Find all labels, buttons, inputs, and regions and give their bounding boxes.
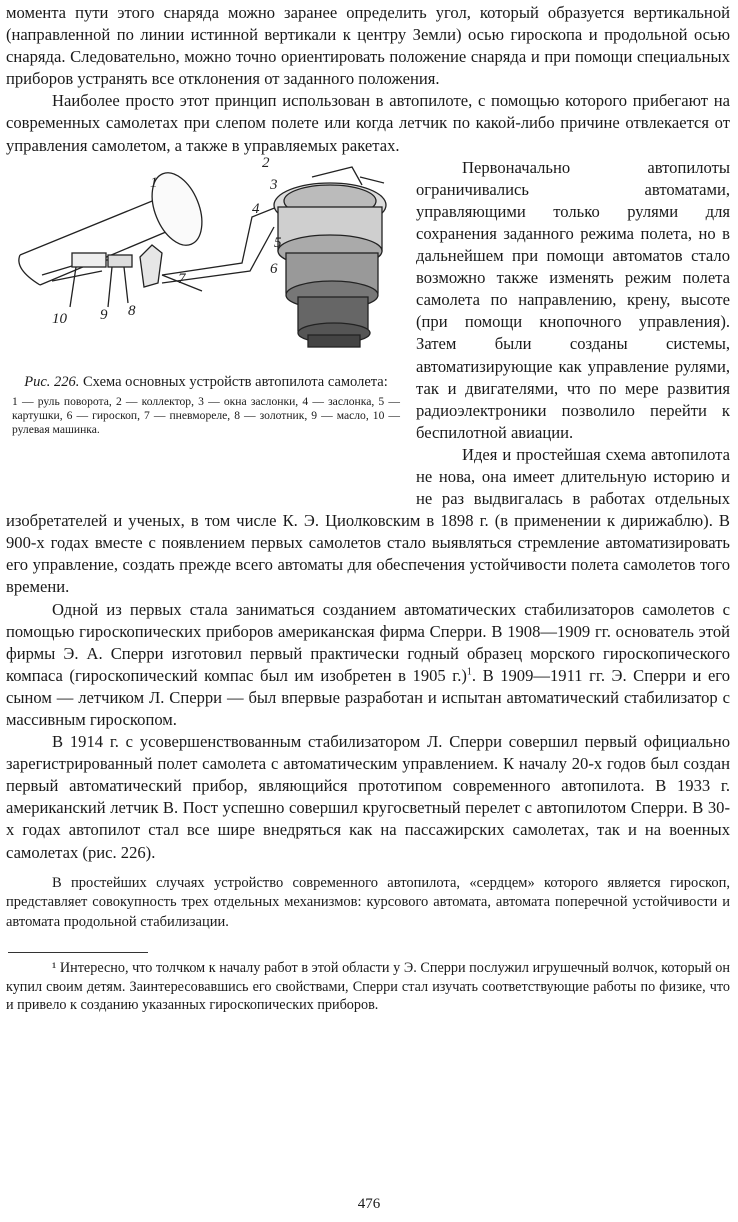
- footnote-1: ¹ Интересно, что толчком к началу работ в этой области у Э. Сперри послужил игрушечный волчок, который он купил своим детям. Заинтересовавшись его свойствами, Сперри стал изучать соответствующие работы по физике, что и привело к созданию указанных гироскопических приборов.: [6, 960, 730, 1014]
- paragraph-1: момента пути этого снаряда можно заранее определить угол, который образуется вертикальной (направленной по линии истинной вертикали к центру Земли) осью гироскопа и продольной осью снаряда. Следовательно, можно точно ориентировать положение снаряда и при помощи специальных приборов устранять все отклонения от заданного положения.: [6, 3, 730, 89]
- paragraph-5-b: . В 1909—1911 гг. Э. Сперри и его сыном — летчиком Л. Сперри — был впервые разработан и испытан автоматический стабилизатор с массивным гироскопом.: [6, 665, 730, 729]
- label-5: 5: [274, 234, 282, 251]
- paragraph-2: Наиболее просто этот принцип использован в автопилоте, с помощью которого прибегают на современных самолетах при слепом полете или когда летчик по какой-либо причине отвлекается от управления самолетом, а также в управляемых ракетах.: [6, 91, 730, 155]
- paragraph-6: В 1914 г. с усовершенствованным стабилизатором Л. Сперри совершил первый официально зарегистрированный полет самолета с автоматическим управлением. К началу 20-х годов был создан первый автоматический прибор, являющийся прототипом современного автопилота. В 1933 г. американский летчик В. Пост успешно совершил кругосветный перелет с автопилотом Сперри. В 30-х годах автопилот стал все шире внедряться как на пассажирских самолетах, так и на военных самолетах (рис. 226).: [6, 732, 730, 862]
- paragraph-3: Первоначально автопилоты ограничивались автоматами, управляющими только рулями для сохранения заданного режима полета, но в дальнейшем при помощи автоматов стало возможно также изменять режим полета самолета по направлению, крену, высоте (при помощи кнопочного управления). Затем были созданы системы, автоматизирующие как управление рулями, так и двигателями, что по мере развития радиоэлектроники позволило перейти к беспилотной авиации.: [416, 157, 730, 442]
- paragraph-2-intro: [6, 90, 730, 156]
- caption-title: [10, 373, 402, 391]
- label-3: 3: [270, 176, 278, 193]
- figure-226: [6, 157, 406, 489]
- paragraph-5: [6, 599, 730, 732]
- label-1: 1: [150, 174, 158, 191]
- footnote-ref[interactable]: 1: [466, 666, 472, 678]
- label-8: 8: [128, 302, 136, 319]
- figure-caption: [10, 373, 402, 438]
- label-6: 6: [270, 260, 278, 277]
- label-4: 4: [252, 200, 260, 217]
- label-10: 10: [52, 310, 67, 327]
- small-print-paragraph: В простейших случаях устройство современного автопилота, «сердцем» которого является гироскоп, представляет совокупность трех отдельных механизмов: курсового автомата, автомата поперечной устойчивости и автомата продольной стабилизации.: [6, 874, 730, 930]
- autopilot-schematic: [12, 157, 396, 353]
- paragraph-5-a: Одной из первых стала заниматься созданием автоматических стабилизаторов самолетов с помощью гироскопических приборов американская фирма Сперри. В 1908—1909 гг. основатель этой фирмы Э. А. Сперри изготовил первый практически годный образец морского гироскопического компаса (гироскопический компас был им изобретен в 1905 г.): [6, 599, 730, 685]
- label-2: 2: [262, 156, 270, 171]
- caption-text: Схема основных устройств автопилота самолета:: [83, 373, 388, 390]
- label-7: 7: [178, 270, 186, 287]
- paragraph-4: Идея и простейшая схема автопилота не нова, она имеет длительную историю и не раз выдвигалась в работах отдельных изобретателей и ученых, в том числе К. Э. Циолковским в 1898 г. (в применении к дирижаблю). В 900-х годах вместе с появлением первых самолетов стало выявляться стремление автоматизировать его управление, создать прежде всего автоматы для обеспечения устойчивости полета самолетов того времени.: [6, 444, 730, 597]
- footnote-divider: [8, 952, 148, 953]
- caption-legend: 1 — руль поворота, 2 — коллектор, 3 — окна заслонки, 4 — заслонка, 5 — картушки, 6 — гироскоп, 7 — пневмореле, 8 — золотник, 9 — масло, 10 — рулевая машинка.: [12, 394, 400, 437]
- caption-label: Рис. 226.: [24, 373, 80, 390]
- document-page: [6, 2, 730, 1015]
- label-9: 9: [100, 306, 108, 323]
- page-number: 476: [357, 1196, 381, 1212]
